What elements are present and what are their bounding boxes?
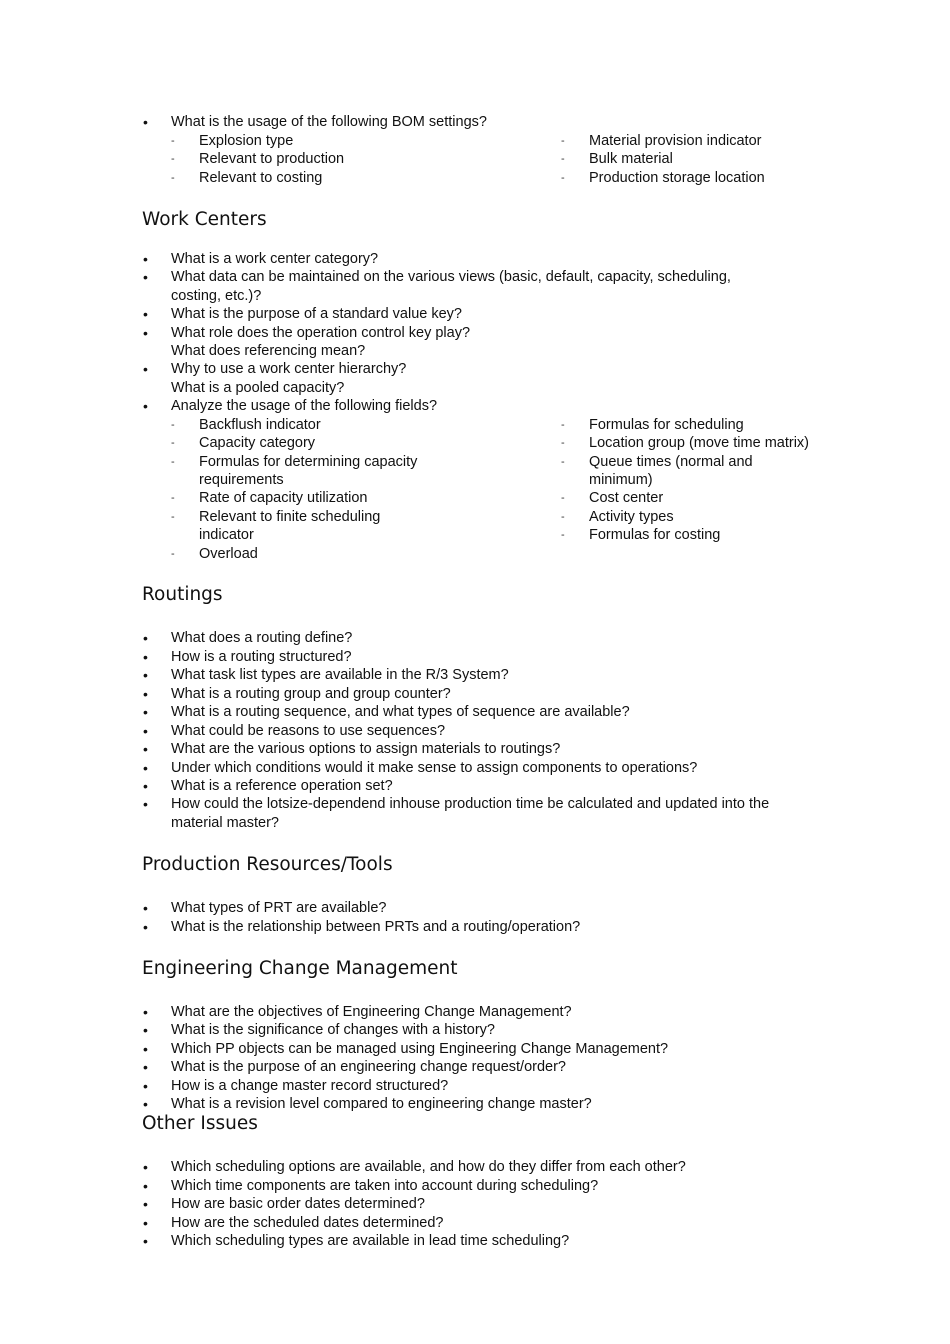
bullet: •: [143, 398, 148, 414]
field-item-continuation: minimum): [589, 472, 653, 488]
field-item: Queue times (normal and: [589, 454, 753, 470]
list-item: What is the significance of changes with a history?: [171, 1022, 495, 1038]
field-item: Relevant to finite scheduling: [199, 509, 381, 525]
list-item: Why to use a work center hierarchy?: [171, 361, 407, 377]
list-item: What is a revision level compared to engineering change master?: [171, 1096, 592, 1112]
list-item: What task list types are available in the R/3 System?: [171, 667, 509, 683]
field-item: Capacity category: [199, 435, 316, 451]
dash: -: [561, 437, 565, 449]
list-item-continuation: costing, etc.)?: [171, 288, 262, 304]
bullet: •: [143, 1159, 148, 1175]
bullet: •: [143, 1215, 148, 1231]
list-item-continuation: What is a pooled capacity?: [171, 380, 345, 396]
bullet: •: [143, 306, 148, 322]
field-item: Rate of capacity utilization: [199, 490, 368, 506]
bom-question: What is the usage of the following BOM settings?: [171, 114, 487, 130]
dash: -: [171, 135, 175, 147]
list-item: What data can be maintained on the various views (basic, default, capacity, scheduling,: [171, 269, 731, 285]
list-item: What is the relationship between PRTs and a routing/operation?: [171, 919, 581, 935]
field-item: Formulas for scheduling: [589, 417, 744, 433]
dash: -: [171, 511, 175, 523]
bullet: •: [143, 704, 148, 720]
dash: -: [171, 153, 175, 165]
list-item: Which time components are taken into account during scheduling?: [171, 1178, 599, 1194]
field-item: Cost center: [589, 490, 664, 506]
list-item: What role does the operation control key play?: [171, 325, 471, 341]
list-item: Which PP objects can be managed using Engineering Change Management?: [171, 1041, 669, 1057]
bullet: •: [143, 361, 148, 377]
field-item: Overload: [199, 546, 258, 562]
bullet: •: [143, 1233, 148, 1249]
bullet: •: [143, 778, 148, 794]
bullet: •: [143, 1022, 148, 1038]
dash: -: [171, 437, 175, 449]
list-item: What are the objectives of Engineering Change Management?: [171, 1004, 572, 1020]
list-item: What could be reasons to use sequences?: [171, 723, 446, 739]
field-item: Backflush indicator: [199, 417, 321, 433]
bullet: •: [143, 649, 148, 665]
bullet: •: [143, 325, 148, 341]
bullet: •: [143, 686, 148, 702]
list-item: What are the various options to assign materials to routings?: [171, 741, 561, 757]
list-item: What is a routing group and group counter?: [171, 686, 451, 702]
bullet: •: [143, 1196, 148, 1212]
dash: -: [561, 135, 565, 147]
dash: -: [561, 419, 565, 431]
bullet: •: [143, 1059, 148, 1075]
list-item: What is the purpose of an engineering change request/order?: [171, 1059, 566, 1075]
dash: -: [561, 456, 565, 468]
bullet: •: [143, 114, 148, 130]
field-item: Location group (move time matrix): [589, 435, 809, 451]
list-item: What is a routing sequence, and what types of sequence are available?: [171, 704, 630, 720]
bullet: •: [143, 723, 148, 739]
bom-setting: Bulk material: [589, 151, 673, 167]
list-item: How are the scheduled dates determined?: [171, 1215, 444, 1231]
bullet: •: [143, 1041, 148, 1057]
dash: -: [171, 419, 175, 431]
bullet: •: [143, 630, 148, 646]
dash: -: [171, 456, 175, 468]
bullet: •: [143, 1004, 148, 1020]
bullet: •: [143, 269, 148, 285]
bom-setting: Material provision indicator: [589, 133, 762, 149]
dash: -: [171, 548, 175, 560]
field-item: Activity types: [589, 509, 674, 525]
dash: -: [561, 529, 565, 541]
bullet: •: [143, 900, 148, 916]
bullet: •: [143, 1178, 148, 1194]
section-heading-prt: Production Resources/Tools: [142, 854, 393, 875]
list-item-continuation: What does referencing mean?: [171, 343, 366, 359]
bom-setting: Relevant to production: [199, 151, 345, 167]
list-item: Which scheduling types are available in lead time scheduling?: [171, 1233, 570, 1249]
list-item: What types of PRT are available?: [171, 900, 387, 916]
dash: -: [561, 153, 565, 165]
field-item-continuation: indicator: [199, 527, 254, 543]
list-item: What is a work center category?: [171, 251, 379, 267]
dash: -: [561, 511, 565, 523]
section-heading-other-issues: Other Issues: [142, 1113, 258, 1134]
bullet: •: [143, 1078, 148, 1094]
section-heading-routings: Routings: [142, 584, 223, 605]
list-item: How is a change master record structured?: [171, 1078, 449, 1094]
dash: -: [561, 172, 565, 184]
list-item: Analyze the usage of the following fields?: [171, 398, 438, 414]
field-item: Formulas for costing: [589, 527, 721, 543]
bullet: •: [143, 251, 148, 267]
list-item: Under which conditions would it make sense to assign components to operations?: [171, 760, 698, 776]
list-item: What is the purpose of a standard value key?: [171, 306, 462, 322]
bullet: •: [143, 741, 148, 757]
section-heading-work-centers: Work Centers: [142, 209, 267, 230]
list-item: What does a routing define?: [171, 630, 353, 646]
list-item: What is a reference operation set?: [171, 778, 393, 794]
bullet: •: [143, 919, 148, 935]
bom-setting: Production storage location: [589, 170, 765, 186]
bullet: •: [143, 667, 148, 683]
list-item: Which scheduling options are available, and how do they differ from each other?: [171, 1159, 686, 1175]
bullet: •: [143, 760, 148, 776]
list-item: How is a routing structured?: [171, 649, 352, 665]
dash: -: [561, 492, 565, 504]
bom-setting: Explosion type: [199, 133, 294, 149]
list-item-continuation: material master?: [171, 815, 279, 831]
list-item: How are basic order dates determined?: [171, 1196, 425, 1212]
field-item: Formulas for determining capacity: [199, 454, 418, 470]
dash: -: [171, 492, 175, 504]
dash: -: [171, 172, 175, 184]
section-heading-ecm: Engineering Change Management: [142, 958, 458, 979]
list-item: How could the lotsize-dependend inhouse production time be calculated and updated into the: [171, 796, 770, 812]
bom-setting: Relevant to costing: [199, 170, 323, 186]
field-item-continuation: requirements: [199, 472, 284, 488]
bullet: •: [143, 1096, 148, 1112]
bullet: •: [143, 796, 148, 812]
